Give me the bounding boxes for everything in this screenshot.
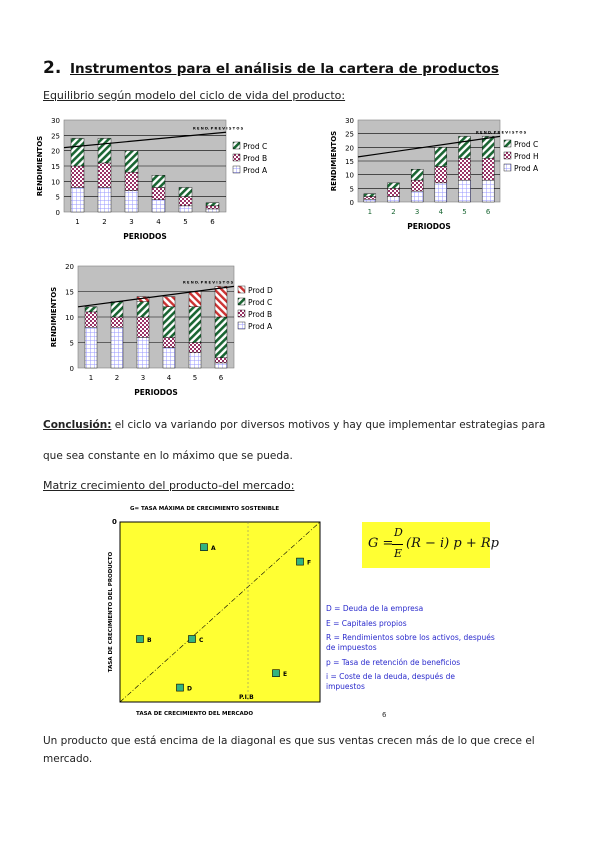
- x-tick-label: 3: [414, 208, 420, 216]
- bar-prod-b: [215, 358, 227, 363]
- life-cycle-chart-1: [28, 112, 298, 252]
- point-e: [273, 670, 280, 677]
- bar-prod-b: [152, 187, 165, 199]
- legend-swatch: [233, 154, 240, 161]
- legend-swatch: [233, 142, 240, 149]
- bar-prod-c: [459, 136, 471, 158]
- x-tick-label: 1: [367, 208, 373, 216]
- legend-label: Prod D: [248, 286, 273, 295]
- bar-prod-c: [152, 175, 165, 187]
- y-tick-label: 25: [345, 130, 354, 139]
- y-tick-label: 0: [349, 199, 354, 207]
- bar-prod-a: [98, 187, 111, 212]
- bar-prod-b: [71, 166, 84, 187]
- y-tick-label: 15: [65, 288, 74, 297]
- formula-rhs: (R − i) p + Rp: [406, 536, 499, 551]
- matrix-title: G= TASA MÁXIMA DE CRECIMIENTO SOSTENIBLE: [130, 506, 280, 512]
- bar-prod-c: [388, 183, 400, 188]
- fraction-bar: [392, 544, 403, 545]
- x-tick-label: 6: [210, 218, 215, 226]
- x-axis-title: PERIODOS: [407, 222, 451, 231]
- bar-prod-a: [179, 206, 192, 212]
- bar-prod-c: [163, 307, 175, 338]
- bar-prod-c: [206, 203, 219, 206]
- y-tick-label: 5: [349, 185, 354, 194]
- legend-label: Prod B: [243, 154, 268, 163]
- legend-label: Prod A: [514, 164, 539, 173]
- y-tick-label: 5: [55, 193, 60, 202]
- legend-swatch: [238, 310, 245, 317]
- x-tick-label: 3: [129, 218, 134, 226]
- conclusion-text: el ciclo va variando por diversos motivos y hay que implementar estrategias para que sea constante en lo máximo que se pueda.: [43, 419, 546, 462]
- y-tick-label: 20: [51, 147, 60, 156]
- point-c: [189, 636, 196, 643]
- y-axis-title: TASA DE CRECIMIENTO DEL PRODUCTO: [108, 551, 114, 673]
- y-axis-title: RENDIMIENTOS: [330, 130, 338, 192]
- bar-prod-b: [111, 317, 123, 327]
- bar-prod-c: [137, 302, 149, 317]
- legend-line-e: E = Capitales propios: [326, 619, 407, 628]
- y-tick-label: 30: [51, 117, 60, 125]
- y-axis-title: RENDIMIENTOS: [50, 286, 58, 348]
- bar-prod-h: [388, 188, 400, 196]
- subtitle-matrix: Matriz crecimiento del producto-del mercado:: [43, 479, 295, 492]
- x-tick-label: 4: [156, 218, 161, 226]
- trend-label: R E N D. P R E V I S T O S: [193, 126, 244, 131]
- y-tick-label: 0: [55, 209, 60, 217]
- x-tick-label: 2: [391, 208, 396, 216]
- legend-swatch: [238, 322, 245, 329]
- x-tick-label: 1: [88, 374, 94, 382]
- bar-prod-a: [364, 199, 376, 202]
- bar-prod-d: [163, 297, 175, 307]
- bar-prod-c: [85, 307, 97, 312]
- section-heading: [43, 58, 499, 78]
- y-tick-label: 20: [345, 144, 354, 153]
- y-tick-label: 5: [69, 339, 74, 348]
- bar-prod-h: [482, 158, 494, 180]
- x-axis-title: TASA DE CRECIMIENTO DEL MERCADO: [136, 711, 254, 717]
- legend-label: Prod C: [514, 140, 539, 149]
- legend-line-p: p = Tasa de retención de beneficios: [326, 658, 461, 667]
- legend-label: Prod A: [243, 166, 268, 175]
- x-axis-title: PERIODOS: [123, 232, 167, 241]
- point-label: B: [147, 637, 152, 644]
- point-label: C: [199, 637, 204, 644]
- bar-prod-a: [206, 209, 219, 212]
- legend-label: Prod H: [514, 152, 539, 161]
- bar-prod-b: [98, 163, 111, 188]
- bar-prod-c: [435, 147, 447, 166]
- growth-matrix-chart: [100, 500, 330, 722]
- point-label: D: [187, 685, 192, 693]
- bar-prod-a: [189, 353, 201, 368]
- legend-swatch: [238, 286, 245, 293]
- bar-prod-a: [137, 337, 149, 368]
- bar-prod-a: [71, 187, 84, 212]
- point-label: E: [283, 671, 288, 679]
- bar-prod-c: [71, 138, 84, 166]
- bar-prod-b: [179, 197, 192, 206]
- legend-label: Prod B: [248, 310, 273, 319]
- bar-prod-b: [125, 172, 138, 190]
- legend-swatch: [238, 298, 245, 305]
- bar-prod-a: [163, 348, 175, 368]
- bar-prod-c: [411, 169, 423, 180]
- point-label: A: [211, 545, 216, 553]
- section-title: Instrumentos para el análisis de la cartera de productos: [70, 61, 499, 77]
- bar-prod-a: [482, 180, 494, 202]
- legend-line-d: D = Deuda de la empresa: [326, 604, 424, 613]
- bar-prod-c: [364, 194, 376, 197]
- x-tick-label: 6: [485, 208, 491, 216]
- formula-numerator: D: [394, 526, 403, 539]
- subtitle-life-cycle: Equilibrio según modelo del ciclo de vida del producto:: [43, 89, 346, 102]
- bar-prod-h: [435, 166, 447, 182]
- life-cycle-chart-3: [38, 256, 308, 406]
- bar-prod-b: [189, 343, 201, 353]
- bar-prod-h: [459, 158, 471, 180]
- bar-prod-b: [163, 337, 175, 347]
- bar-prod-d: [215, 286, 227, 317]
- legend-swatch: [504, 140, 511, 147]
- bar-prod-c: [482, 136, 494, 158]
- bar-prod-c: [125, 151, 138, 172]
- bar-prod-c: [111, 302, 123, 317]
- y-tick-label: 15: [51, 163, 60, 171]
- x-tick-label: 2: [102, 218, 107, 226]
- origin-label: 0: [112, 518, 117, 526]
- bar-prod-a: [85, 327, 97, 368]
- life-cycle-chart-2: [326, 112, 576, 242]
- y-tick-label: 25: [51, 132, 60, 141]
- legend-swatch: [233, 166, 240, 173]
- x-tick-label: 4: [166, 374, 172, 382]
- page-number: 6: [382, 711, 387, 719]
- x-axis-title: PERIODOS: [134, 388, 178, 397]
- trend-label: R E N D. P R E V I S T O S: [476, 130, 527, 135]
- x-tick-label: 2: [114, 374, 120, 382]
- bar-prod-b: [137, 317, 149, 337]
- bar-prod-b: [206, 206, 219, 209]
- bar-prod-a: [435, 183, 447, 202]
- y-axis-title: RENDIMIENTOS: [36, 135, 44, 197]
- bar-prod-d: [189, 292, 201, 307]
- legend-label: Prod C: [248, 298, 273, 307]
- bar-prod-a: [459, 180, 471, 202]
- point-f: [297, 558, 304, 565]
- y-tick-label: 10: [65, 314, 74, 322]
- bar-prod-h: [411, 180, 423, 191]
- y-tick-label: 30: [345, 117, 354, 125]
- legend-label: Prod A: [248, 322, 273, 331]
- bar-prod-a: [152, 200, 165, 212]
- legend-line-r: R = Rendimientos sobre los activos, después de impuestos: [326, 633, 495, 652]
- y-tick-label: 10: [345, 171, 354, 180]
- bar-prod-a: [111, 327, 123, 368]
- x-tick-label: 6: [218, 374, 224, 382]
- conclusion-paragraph: [43, 410, 558, 472]
- y-tick-label: 10: [51, 178, 60, 187]
- formula-denominator: E: [394, 547, 403, 560]
- bar-prod-c: [98, 138, 111, 163]
- legend-swatch: [504, 152, 511, 159]
- point-label: F: [307, 559, 312, 567]
- final-paragraph: Un producto que está encima de la diagonal es que sus ventas crecen más de lo que crece el mercado.: [43, 735, 535, 765]
- bar-prod-a: [411, 191, 423, 202]
- bar-prod-a: [125, 191, 138, 212]
- bar-prod-h: [364, 197, 376, 200]
- x-tick-label: 5: [192, 374, 198, 382]
- point-a: [201, 544, 208, 551]
- bar-prod-c: [215, 317, 227, 358]
- legend-label: Prod C: [243, 142, 268, 151]
- x-tick-label: 4: [438, 208, 444, 216]
- bar-prod-a: [215, 363, 227, 368]
- legend-line-i: i = Coste de la deuda, después de impuestos: [326, 672, 455, 691]
- point-b: [137, 636, 144, 643]
- formula-box: [362, 522, 499, 568]
- bar-prod-b: [85, 312, 97, 327]
- x-tick-label: 5: [462, 208, 467, 216]
- pib-label: P.I.B: [239, 694, 254, 701]
- x-tick-label: 5: [183, 218, 188, 226]
- y-tick-label: 15: [345, 158, 354, 166]
- legend-swatch: [504, 164, 511, 171]
- section-number: 2.: [43, 58, 62, 78]
- formula-lhs: G =: [368, 536, 394, 551]
- conclusion-label: Conclusión:: [43, 419, 112, 431]
- bar-prod-c: [189, 307, 201, 343]
- x-tick-label: 3: [140, 374, 146, 382]
- bar-prod-a: [388, 197, 400, 202]
- y-tick-label: 0: [69, 365, 74, 373]
- bar-prod-c: [179, 187, 192, 196]
- y-tick-label: 20: [65, 263, 74, 271]
- x-tick-label: 1: [75, 218, 80, 226]
- point-d: [177, 684, 184, 691]
- trend-label: R E N D. P R E V I S T O S: [183, 280, 234, 285]
